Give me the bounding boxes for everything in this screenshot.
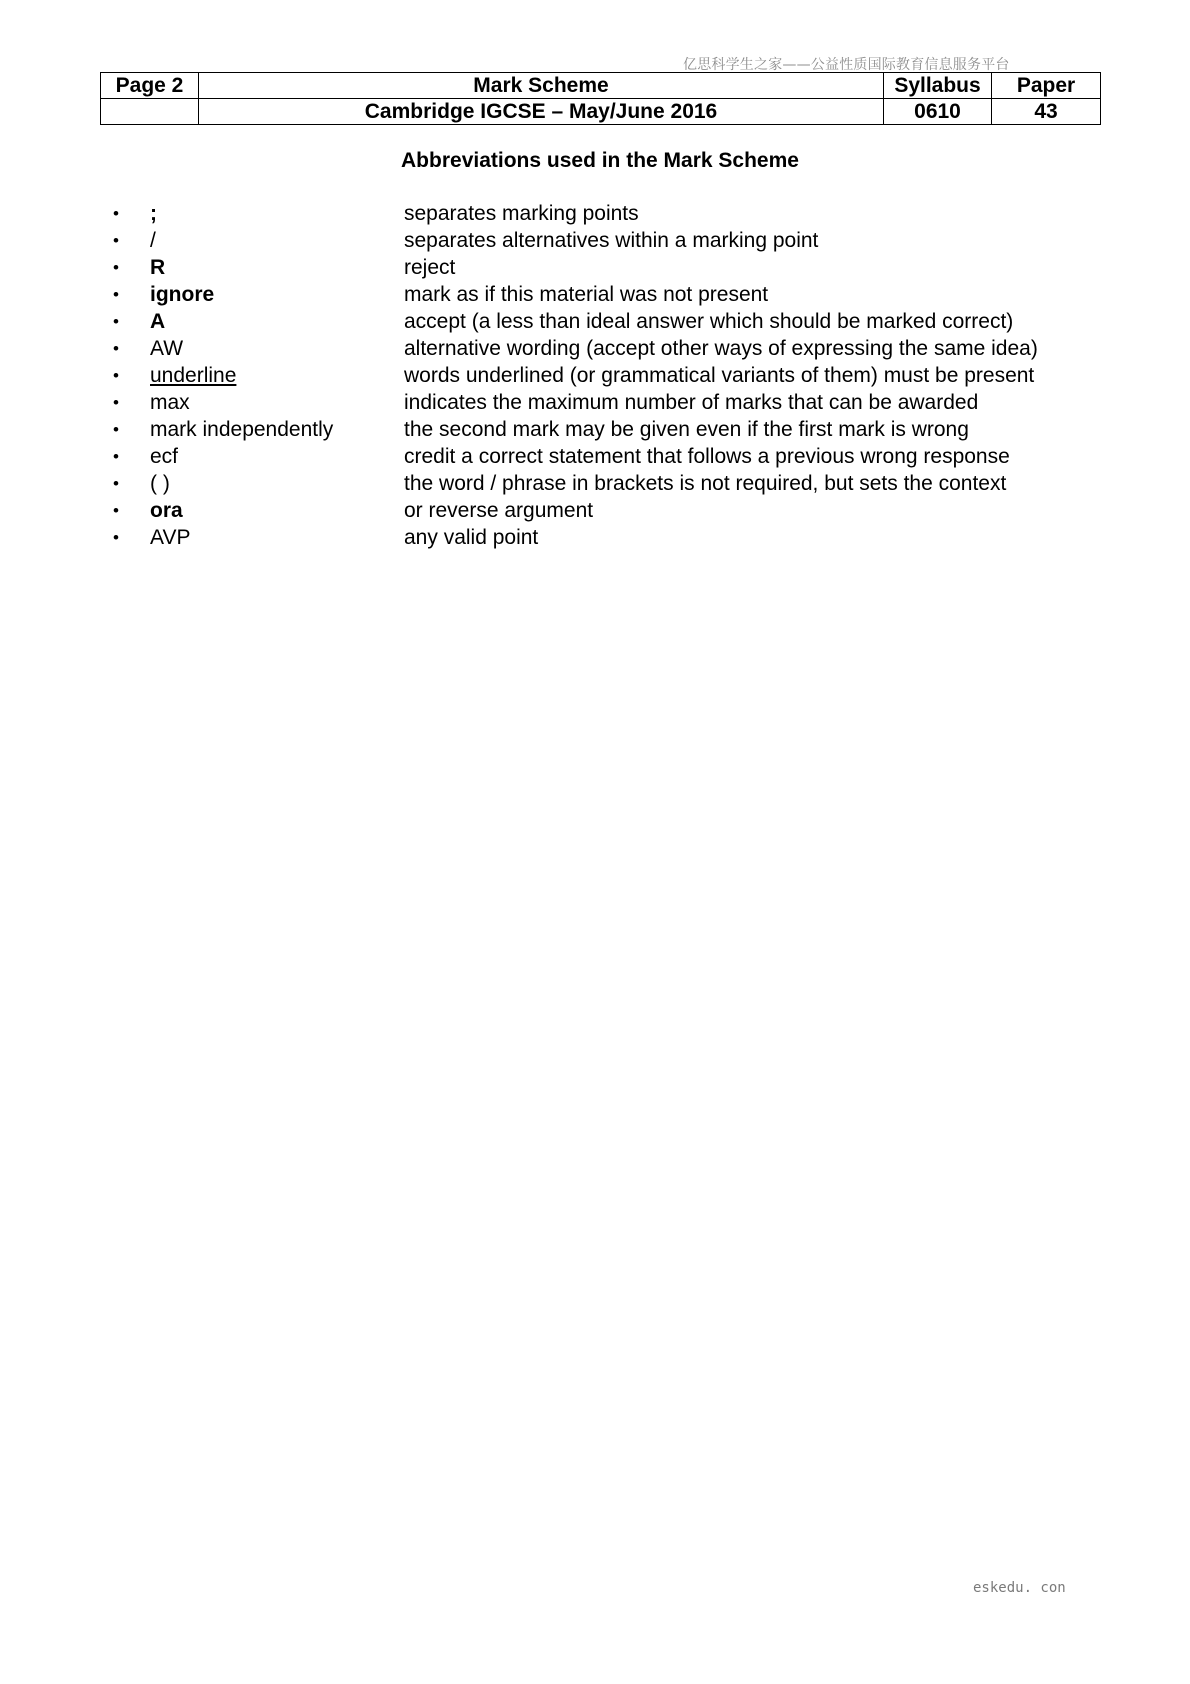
empty-cell	[101, 99, 199, 125]
abbreviation-meaning: the second mark may be given even if the first mark is wrong	[404, 418, 969, 441]
abbreviation-term: ;	[150, 202, 157, 225]
header-table	[100, 72, 1101, 125]
abbreviation-term: ecf	[150, 445, 179, 468]
page-number: Page 2	[101, 73, 199, 99]
footer-watermark: eskedu. con	[973, 1580, 1066, 1596]
abbreviation-meaning: words underlined (or grammatical variants of them) must be present	[404, 364, 1035, 387]
bullet-icon: •	[113, 447, 119, 466]
bullet-icon: •	[113, 285, 119, 304]
abbreviation-meaning: any valid point	[404, 526, 539, 549]
abbreviation-term: /	[150, 229, 156, 252]
abbreviation-term: R	[150, 256, 166, 279]
bullet-icon: •	[113, 231, 119, 250]
abbreviation-term: mark independently	[150, 418, 334, 441]
abbreviation-term: ( )	[150, 472, 170, 495]
section-title: Abbreviations used in the Mark Scheme	[401, 149, 799, 172]
bullet-icon: •	[113, 420, 119, 439]
paper-value: 43	[992, 99, 1101, 125]
abbreviation-meaning: reject	[404, 256, 456, 279]
abbreviation-term: underline	[150, 364, 237, 387]
bullet-icon: •	[113, 474, 119, 493]
abbreviation-meaning: alternative wording (accept other ways of expressing the same idea)	[404, 337, 1038, 360]
abbreviation-term: ignore	[150, 283, 215, 306]
abbreviation-meaning: credit a correct statement that follows a previous wrong response	[404, 445, 1010, 468]
abbreviation-term: ora	[150, 499, 183, 522]
bullet-icon: •	[113, 339, 119, 358]
syllabus-label: Syllabus	[884, 73, 992, 99]
document-subtitle: Cambridge IGCSE – May/June 2016	[199, 99, 884, 125]
abbreviation-term: AW	[150, 337, 184, 360]
abbreviation-meaning: separates alternatives within a marking point	[404, 229, 819, 252]
abbreviation-meaning: or reverse argument	[404, 499, 594, 522]
watermark-text: 亿思科学生之家——公益性质国际教育信息服务平台	[683, 57, 1010, 73]
bullet-icon: •	[113, 312, 119, 331]
document-title: Mark Scheme	[199, 73, 884, 99]
header-row-top	[101, 73, 1101, 99]
bullet-icon: •	[113, 393, 119, 412]
bullet-icon: •	[113, 204, 119, 223]
abbreviation-meaning: indicates the maximum number of marks that can be awarded	[404, 391, 979, 414]
abbreviation-term: max	[150, 391, 190, 414]
bullet-icon: •	[113, 528, 119, 547]
abbreviation-term: AVP	[150, 526, 191, 549]
abbreviation-meaning: mark as if this material was not present	[404, 283, 769, 306]
abbreviation-term: A	[150, 310, 166, 333]
syllabus-value: 0610	[884, 99, 992, 125]
bullet-icon: •	[113, 258, 119, 277]
header-row-bottom	[101, 99, 1101, 125]
abbreviation-meaning: accept (a less than ideal answer which should be marked correct)	[404, 310, 1014, 333]
abbreviation-meaning: separates marking points	[404, 202, 639, 225]
bullet-icon: •	[113, 366, 119, 385]
bullet-icon: •	[113, 501, 119, 520]
abbreviation-meaning: the word / phrase in brackets is not required, but sets the context	[404, 472, 1007, 495]
paper-label: Paper	[992, 73, 1101, 99]
